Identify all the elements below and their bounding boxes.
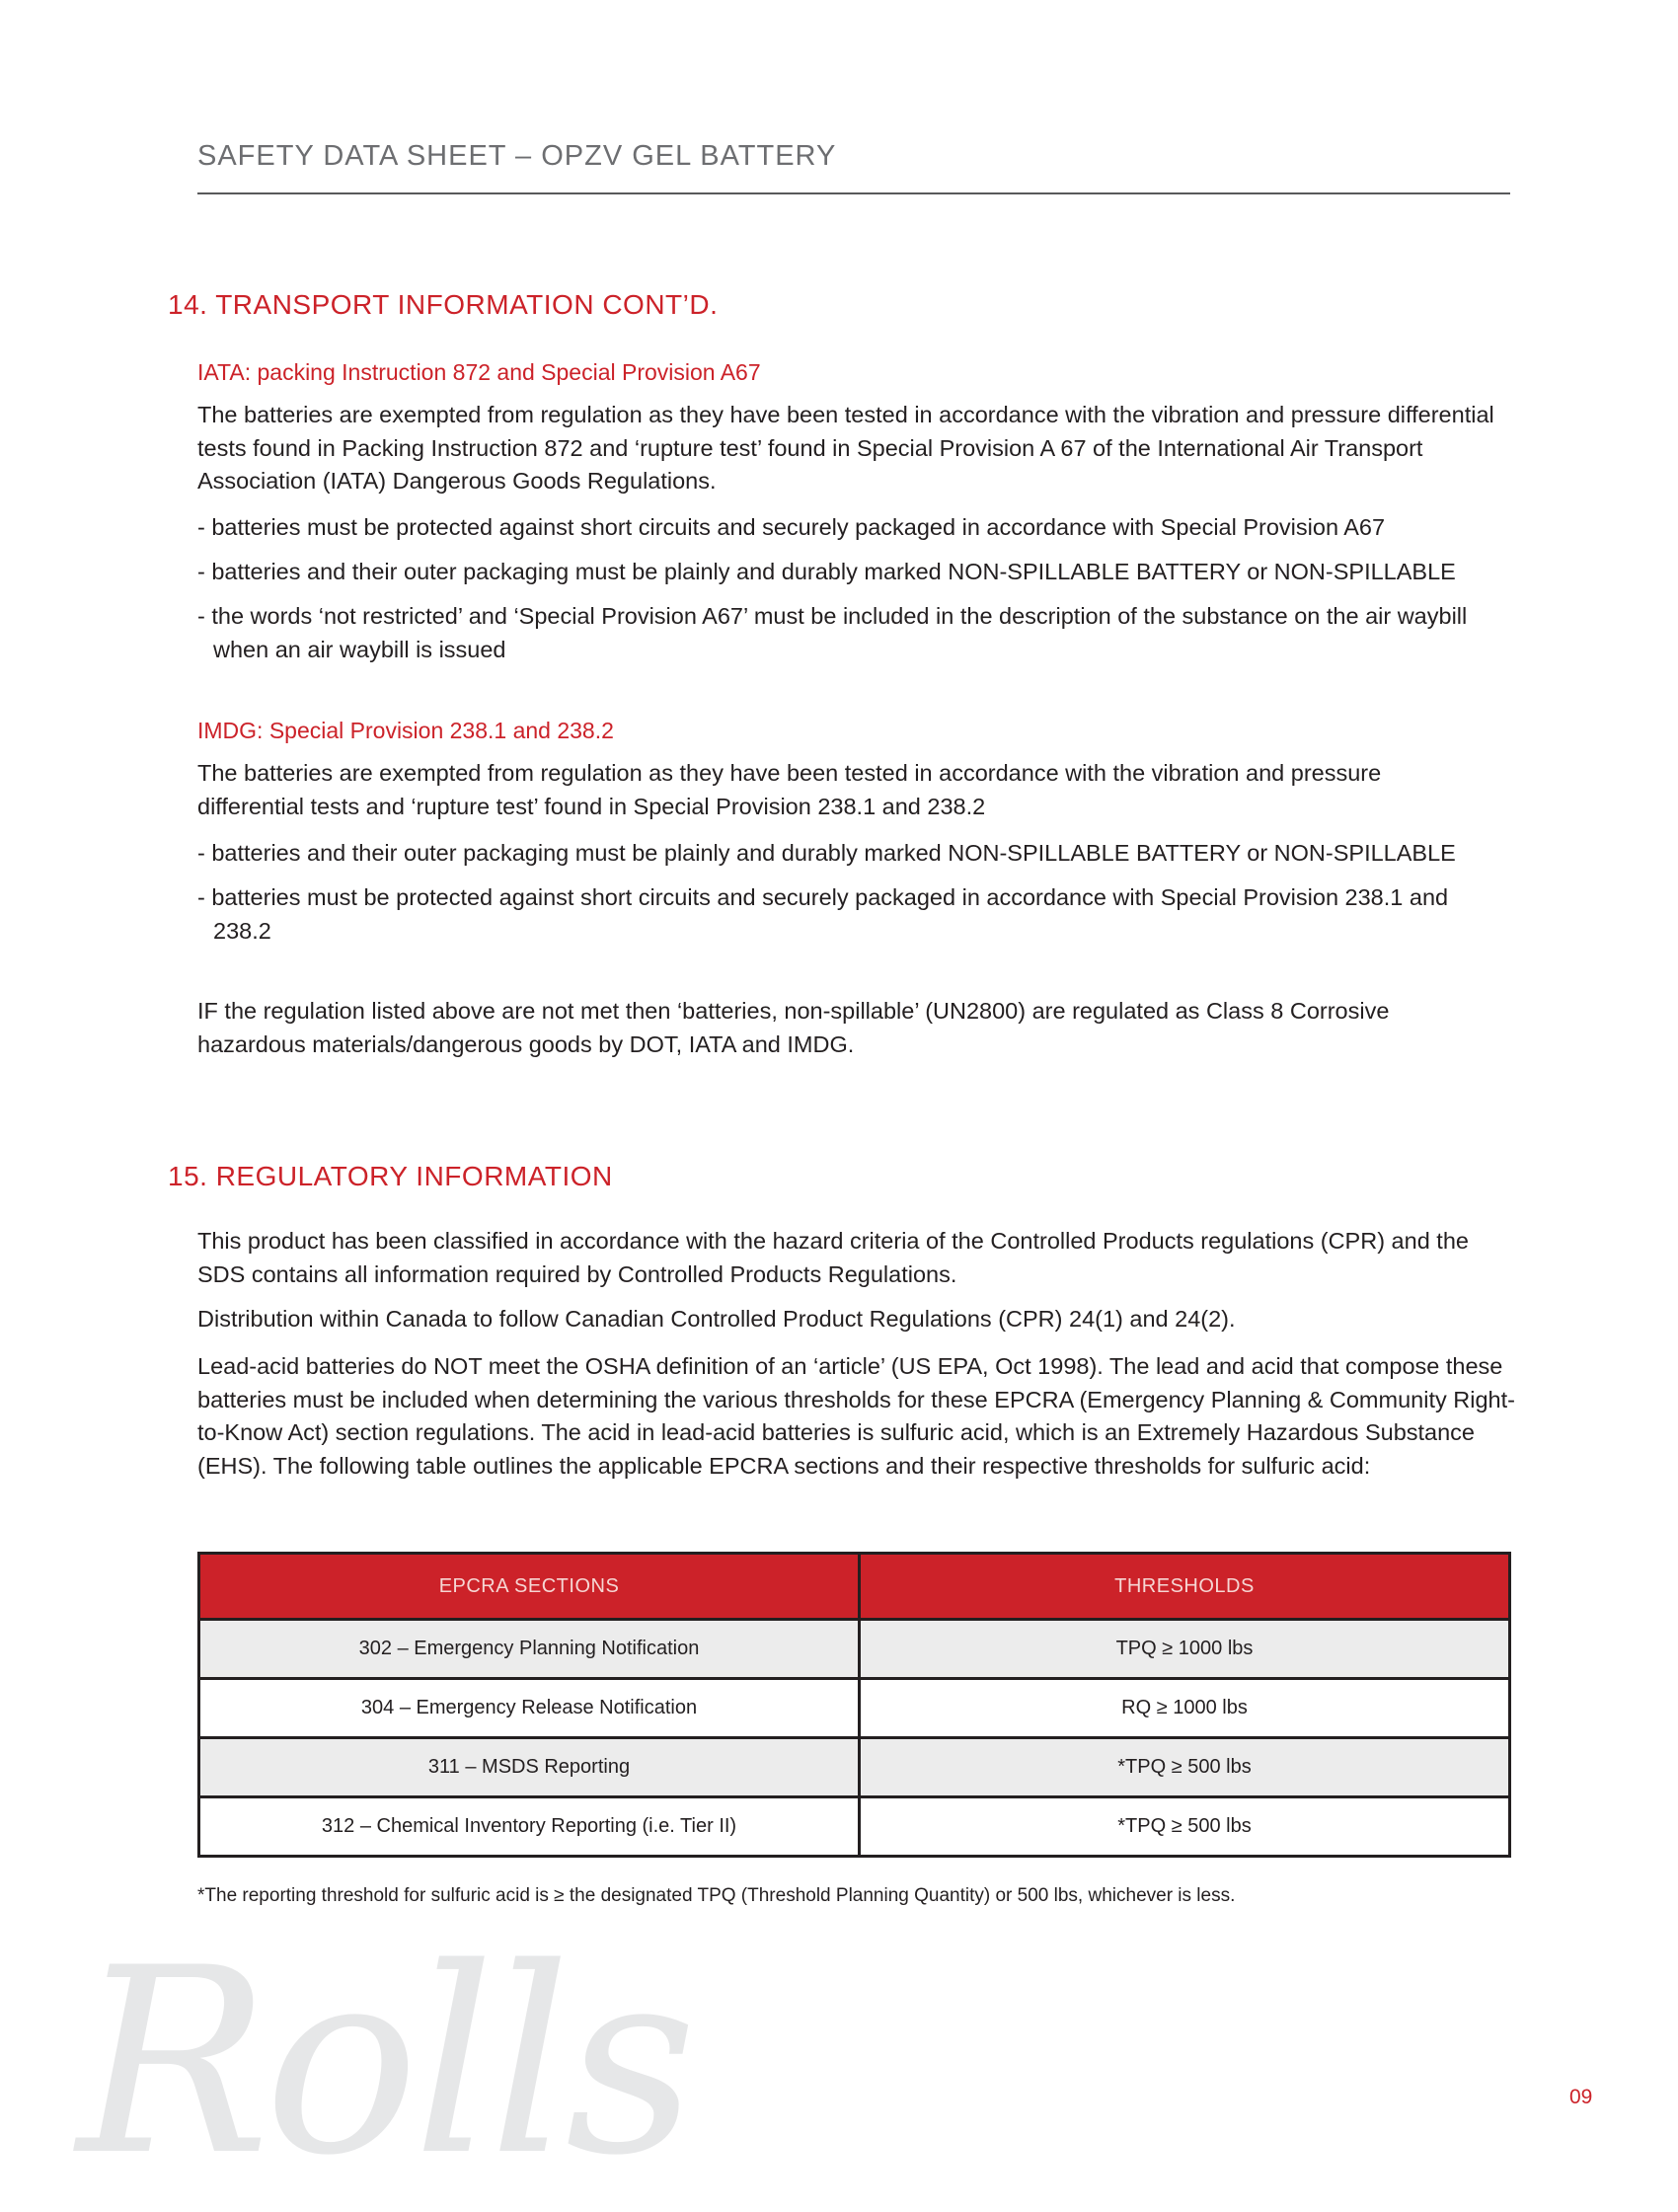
section-14-heading: 14. TRANSPORT INFORMATION CONT’D. bbox=[168, 289, 719, 320]
imdg-bullet-2: - batteries must be protected against short circuits and securely packaged in accordance with Special Provision 238.1 and 238.2 bbox=[197, 884, 1449, 944]
threshold-cell: *TPQ ≥ 500 lbs bbox=[860, 1797, 1510, 1857]
iata-bullet-2: - batteries and their outer packaging must be plainly and durably marked NON-SPILLABLE BATTERY or NON-SPILLABLE bbox=[197, 559, 1456, 584]
epcra-section-cell: 302 – Emergency Planning Notification bbox=[199, 1620, 860, 1679]
imdg-subheading: IMDG: Special Provision 238.1 and 238.2 bbox=[197, 718, 614, 743]
header-divider bbox=[197, 192, 1510, 194]
canada-distribution-paragraph: Distribution within Canada to follow Canadian Controlled Product Regulations (CPR) 24(1) and 24(2). bbox=[197, 1306, 1236, 1332]
table-row bbox=[199, 1738, 1510, 1797]
page-number: 09 bbox=[1569, 2086, 1593, 2108]
epcra-section-cell: 312 – Chemical Inventory Reporting (i.e. Tier II) bbox=[199, 1797, 860, 1857]
imdg-bullet-1: - batteries and their outer packaging must be plainly and durably marked NON-SPILLABLE BATTERY or NON-SPILLABLE bbox=[197, 840, 1456, 866]
epcra-section-cell: 311 – MSDS Reporting bbox=[199, 1738, 860, 1797]
epcra-section-cell: 304 – Emergency Release Notification bbox=[199, 1679, 860, 1738]
threshold-cell: *TPQ ≥ 500 lbs bbox=[860, 1738, 1510, 1797]
threshold-cell: RQ ≥ 1000 lbs bbox=[860, 1679, 1510, 1738]
imdg-paragraph: The batteries are exempted from regulation as they have been tested in accordance with the vibration and pressure differential tests and ‘rupture test’ found in Special Provision 238.1 and 238.2 bbox=[197, 760, 1382, 819]
table-row bbox=[199, 1620, 1510, 1679]
column-header-epcra-sections: EPCRA SECTIONS bbox=[199, 1554, 860, 1620]
table-header-row bbox=[199, 1554, 1510, 1620]
regulation-closing-paragraph: IF the regulation listed above are not met then ‘batteries, non-spillable’ (UN2800) are regulated as Class 8 Corrosive hazardous materials/dangerous goods by DOT, IATA and IMDG. bbox=[197, 998, 1390, 1057]
epcra-thresholds-table bbox=[197, 1552, 1511, 1858]
lead-acid-paragraph: Lead-acid batteries do NOT meet the OSHA definition of an ‘article’ (US EPA, Oct 1998). The lead and acid that compose these batteries must be included when determining the various thresholds for these EPCRA (Emergency Planning & Community Right-to-Know Act) section regulations. The acid in lead-acid batteries is sulfuric acid, which is an Extremely Hazardous Substance (EHS). The following table outlines the applicable EPCRA sections and their respective thresholds for sulfuric acid: bbox=[197, 1353, 1515, 1479]
iata-bullet-1: - batteries must be protected against short circuits and securely packaged in accordance with Special Provision A67 bbox=[197, 514, 1386, 540]
table-footnote: *The reporting threshold for sulfuric acid is ≥ the designated TPQ (Threshold Planning Quantity) or 500 lbs, whichever is less. bbox=[197, 1885, 1236, 1906]
column-header-thresholds: THRESHOLDS bbox=[860, 1554, 1510, 1620]
rolls-watermark-logo: Rolls bbox=[77, 1914, 692, 2212]
table-row bbox=[199, 1797, 1510, 1857]
document-title: SAFETY DATA SHEET – OPZV GEL BATTERY bbox=[197, 140, 837, 172]
iata-paragraph: The batteries are exempted from regulation as they have been tested in accordance with the vibration and pressure differential tests found in Packing Instruction 872 and ‘rupture test’ found in Special Provision A 67 of the International Air Transport Association (IATA) Dangerous Goods Regulations. bbox=[197, 402, 1494, 494]
table-row bbox=[199, 1679, 1510, 1738]
iata-subheading: IATA: packing Instruction 872 and Special Provision A67 bbox=[197, 359, 761, 385]
cpr-paragraph: This product has been classified in accordance with the hazard criteria of the Controlled Products regulations (CPR) and the SDS contains all information required by Controlled Products Regulations. bbox=[197, 1228, 1469, 1287]
threshold-cell: TPQ ≥ 1000 lbs bbox=[860, 1620, 1510, 1679]
iata-bullet-3: - the words ‘not restricted’ and ‘Special Provision A67’ must be included in the description of the substance on the air waybill when an air waybill is issued bbox=[197, 603, 1468, 662]
section-15-heading: 15. REGULATORY INFORMATION bbox=[168, 1161, 613, 1191]
